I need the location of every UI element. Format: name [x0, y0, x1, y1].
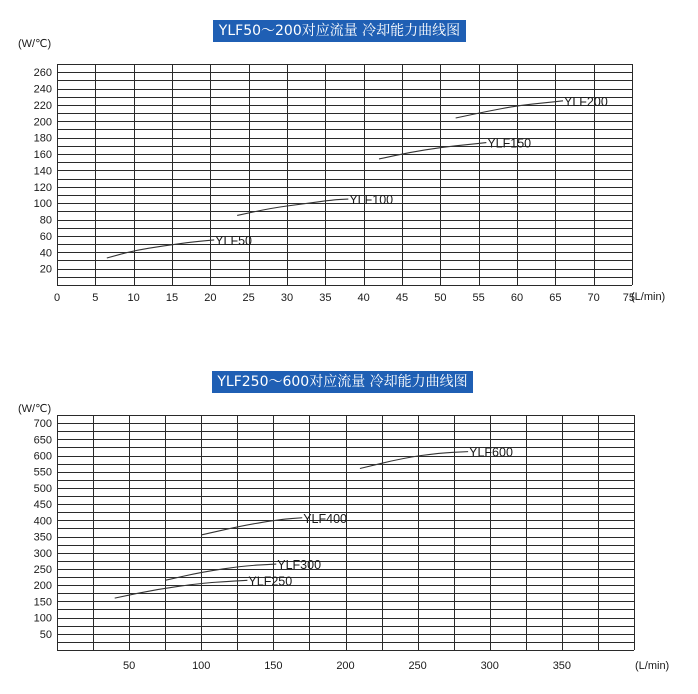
y-axis-unit-label: (W/℃) — [18, 38, 52, 50]
y-tick-label: 300 — [33, 547, 52, 560]
x-tick-label: 30 — [280, 292, 294, 304]
chart-1-title: YLF50～200对应流量 冷却能力曲线图 — [213, 20, 466, 42]
y-tick-label: 220 — [33, 99, 52, 112]
y-tick-label: 100 — [33, 612, 52, 625]
y-tick-label: 550 — [33, 466, 52, 479]
y-tick-label: 20 — [39, 263, 52, 276]
x-tick-label: 5 — [92, 292, 99, 304]
x-tick-label: 65 — [549, 292, 562, 304]
x-tick-label: 75 — [622, 292, 635, 304]
y-tick-label: 150 — [33, 596, 52, 609]
y-tick-label: 500 — [33, 482, 52, 495]
y-tick-label: 400 — [33, 515, 52, 528]
series-label-ylf250: YLF250 — [248, 574, 293, 589]
x-tick-label: 100 — [192, 660, 211, 672]
x-tick-label: 55 — [472, 292, 485, 304]
y-tick-label: 240 — [33, 83, 52, 96]
chart-2-title: YLF250～600对应流量 冷却能力曲线图 — [212, 371, 473, 393]
y-tick-label: 200 — [33, 116, 52, 129]
y-tick-label: 250 — [33, 563, 52, 576]
y-tick-label: 160 — [33, 149, 52, 162]
y-tick-label: 200 — [33, 580, 52, 593]
series-label-ylf150: YLF150 — [487, 136, 532, 151]
y-tick-label: 60 — [39, 230, 52, 243]
x-tick-label: 150 — [264, 660, 283, 672]
y-tick-label: 120 — [33, 181, 52, 194]
x-axis-unit-label: (L/min) — [631, 291, 666, 303]
chart-2-grid — [57, 415, 635, 651]
x-axis-unit-label: (L/min) — [635, 660, 670, 672]
x-tick-label: 10 — [127, 292, 140, 304]
x-tick-label: 15 — [165, 292, 179, 304]
series-curve-ylf600 — [360, 452, 468, 469]
x-tick-label: 350 — [552, 660, 572, 672]
x-tick-label: 45 — [395, 292, 409, 304]
y-tick-label: 350 — [33, 531, 52, 544]
x-tick-label: 50 — [434, 292, 447, 304]
y-tick-label: 450 — [33, 499, 52, 512]
y-tick-label: 600 — [33, 450, 52, 463]
y-tick-label: 140 — [33, 165, 52, 178]
series-label-ylf600: YLF600 — [469, 445, 513, 460]
x-tick-label: 70 — [587, 292, 600, 304]
x-tick-label: 0 — [53, 292, 61, 304]
series-label-ylf50: YLF50 — [215, 233, 253, 248]
series-label-ylf300: YLF300 — [277, 558, 322, 573]
series-label-ylf400: YLF400 — [303, 511, 348, 526]
x-tick-label: 250 — [408, 660, 427, 672]
y-tick-label: 50 — [39, 628, 52, 641]
x-tick-label: 35 — [319, 292, 332, 304]
x-tick-label: 25 — [242, 292, 255, 304]
x-tick-label: 60 — [510, 292, 524, 304]
x-tick-label: 20 — [204, 292, 217, 304]
x-tick-label: 40 — [357, 292, 370, 304]
y-tick-label: 700 — [33, 418, 52, 431]
x-tick-label: 50 — [123, 660, 136, 672]
x-tick-label: 300 — [480, 660, 499, 672]
y-axis-unit-label: (W/℃) — [18, 403, 52, 415]
x-tick-label: 200 — [336, 660, 355, 672]
y-tick-label: 650 — [33, 434, 52, 447]
series-label-ylf200: YLF200 — [564, 94, 608, 109]
y-tick-label: 260 — [33, 67, 52, 80]
series-curve-ylf250 — [115, 580, 248, 598]
y-tick-label: 180 — [33, 132, 52, 145]
y-tick-label: 80 — [39, 214, 52, 227]
y-tick-label: 100 — [33, 198, 52, 211]
series-label-ylf100: YLF100 — [349, 193, 394, 208]
y-tick-label: 40 — [39, 247, 52, 260]
